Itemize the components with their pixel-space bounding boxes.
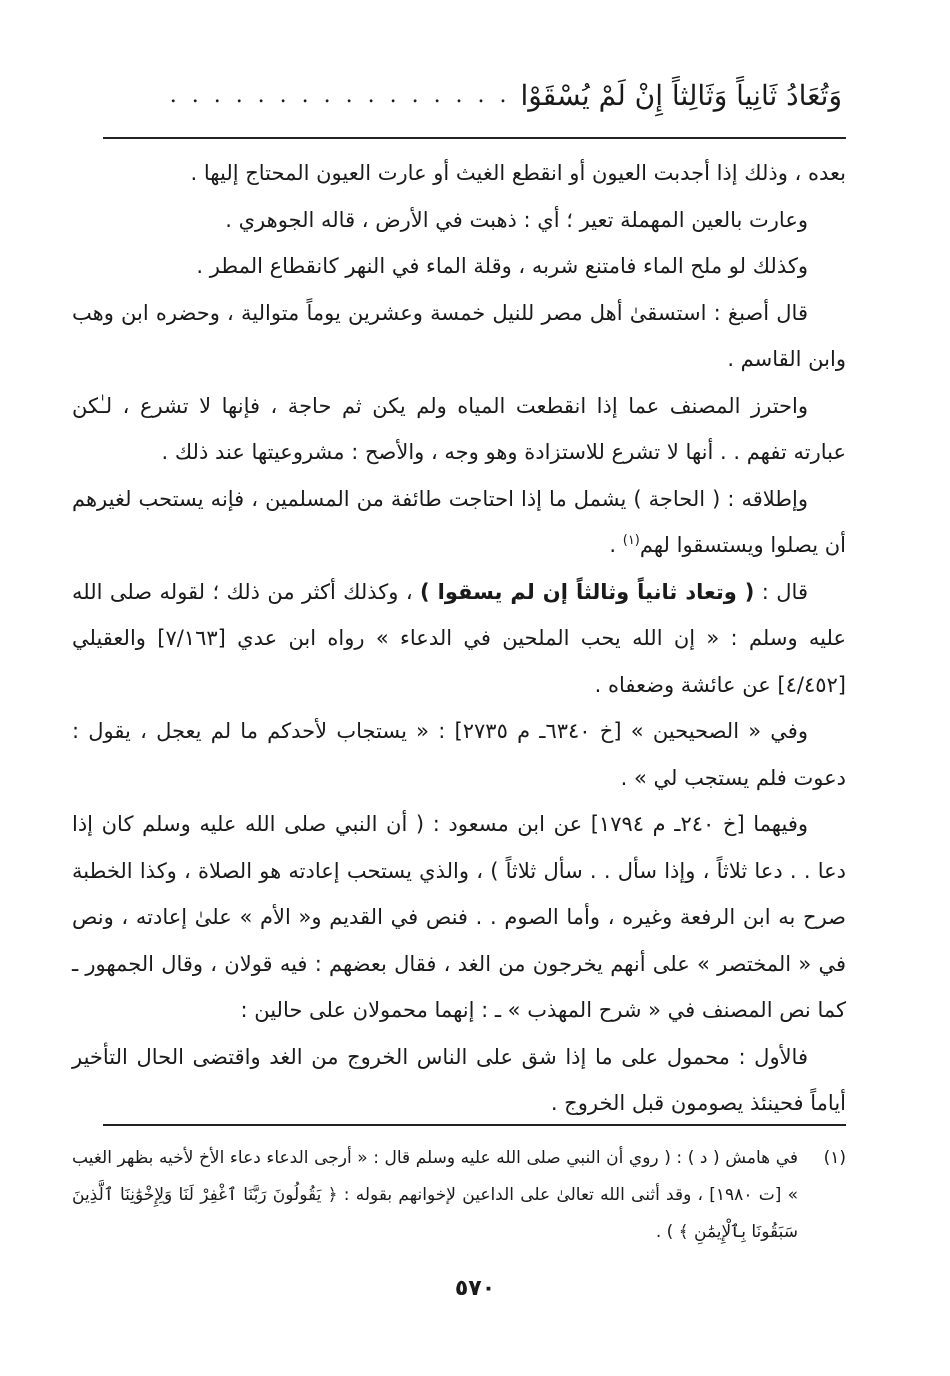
paragraph-text: وإطلاقه : ( الحاجة ) يشمل ما إذا احتاجت طائفة من المسلمين ، فإنه يستحب لغيرهم أن يصلوا ويستسقوا لهم <box>72 486 846 557</box>
paragraph-text: قال : <box>754 579 808 604</box>
paragraph: فالأول : محمول على ما إذا شق على الناس الخروج من الغد واقتضى الحال التأخير أياماً فحينئذ يصومون قبل الخروج . <box>72 1044 846 1115</box>
paragraph: وفي « الصحيحين » [خ ٦٣٤٠ـ م ٢٧٣٥] : « يستجاب لأحدكم ما لم يعجل ، يقول : دعوت فلم يستجب لي » . <box>72 719 846 790</box>
main-text <box>72 150 846 1127</box>
paragraph-text-end: . <box>609 533 623 557</box>
footnote-number: (١) <box>823 1148 846 1168</box>
footnote-rule <box>103 1124 846 1126</box>
footnote <box>72 1140 846 1251</box>
header-title: وَتُعَادُ ثَانِياً وَثَالِثاً إِنْ لَمْ يُسْقَوْا <box>520 78 842 112</box>
paragraph: بعده ، وذلك إذا أجدبت العيون أو انقطع الغيث أو عارت العيون المحتاج إليها . <box>190 161 846 185</box>
paragraph-text: ، وكذلك أكثر من ذلك ؛ لقوله صلى الله عليه وسلم : « إن الله يحب الملحين في الدعاء » رواه ابن عدي [٧/١٦٣] والعقيلي [٤/٤٥٢] عن عائشة وضعفاه . <box>72 579 846 697</box>
paragraph: واحترز المصنف عما إذا انقطعت المياه ولم يكن ثم حاجة ، فإنها لا تشرع ، لـٰكن عبارته تفهم . . أنها لا تشرع للاستزادة وهو وجه ، والأصح : مشروعيتها عند ذلك . <box>72 393 846 464</box>
footnote-text: في هامش ( د ) : ( روي أن النبي صلى الله عليه وسلم قال : « أرجى الدعاء دعاء الأخ لأخيه بظهر الغيب » [ت ١٩٨٠] ، وقد أثنى الله تعالىٰ على الداعين لإخوانهم بقوله : ﴿ يَقُولُونَ رَبَّنَا ٱغْفِرْ لَنَا وَلِإِخْوَٰنِنَا ٱلَّذِينَ سَبَقُونَا بِٱلْإِيمَٰنِ ﴾ ) . <box>72 1148 798 1242</box>
footnotes <box>72 1140 846 1251</box>
page-number: ٥٧٠ <box>454 1276 496 1301</box>
paragraph: قال أصبغ : استسقىٰ أهل مصر للنيل خمسة وعشرين يوماً متوالية ، وحضره ابن وهب وابن القاسم . <box>72 300 846 371</box>
paragraph: وفيهما [خ ٢٤٠ـ م ١٧٩٤] عن ابن مسعود : ( أن النبي صلى الله عليه وسلم كان إذا دعا . . دعا ثلاثاً ، وإذا سأل . . سأل ثلاثاً ) ، والذي يستحب إعادته هو الصلاة ، وكذا الخطبة صرح به ابن الرفعة وغيره ، وأما الصوم . . فنص في القديم و« الأم » علىٰ إعادته ، ونص في « المختصر » على أنهم يخرجون من الغد ، فقال بعضهم : فيه قولان ، وقال الجمهور ـ كما نص المصنف في « شرح المهذب » ـ : إنهما محمولان على حالين : <box>72 812 846 1022</box>
header-leader-dots: . . . . . . . . . . . . . . . . <box>169 82 511 108</box>
header-rule <box>103 137 846 139</box>
matn-quote: ( وتعاد ثانياً وثالثاً إن لم يسقوا ) <box>420 579 755 604</box>
paragraph <box>72 569 846 709</box>
paragraph: وعارت بالعين المهملة تعير ؛ أي : ذهبت في الأرض ، قاله الجوهري . <box>225 207 808 232</box>
running-header <box>107 70 842 120</box>
paragraph: وكذلك لو ملح الماء فامتنع شربه ، وقلة الماء في النهر كانقطاع المطر . <box>196 254 808 278</box>
footnote-reference[interactable]: (١) <box>622 533 640 548</box>
paragraph <box>72 476 846 569</box>
